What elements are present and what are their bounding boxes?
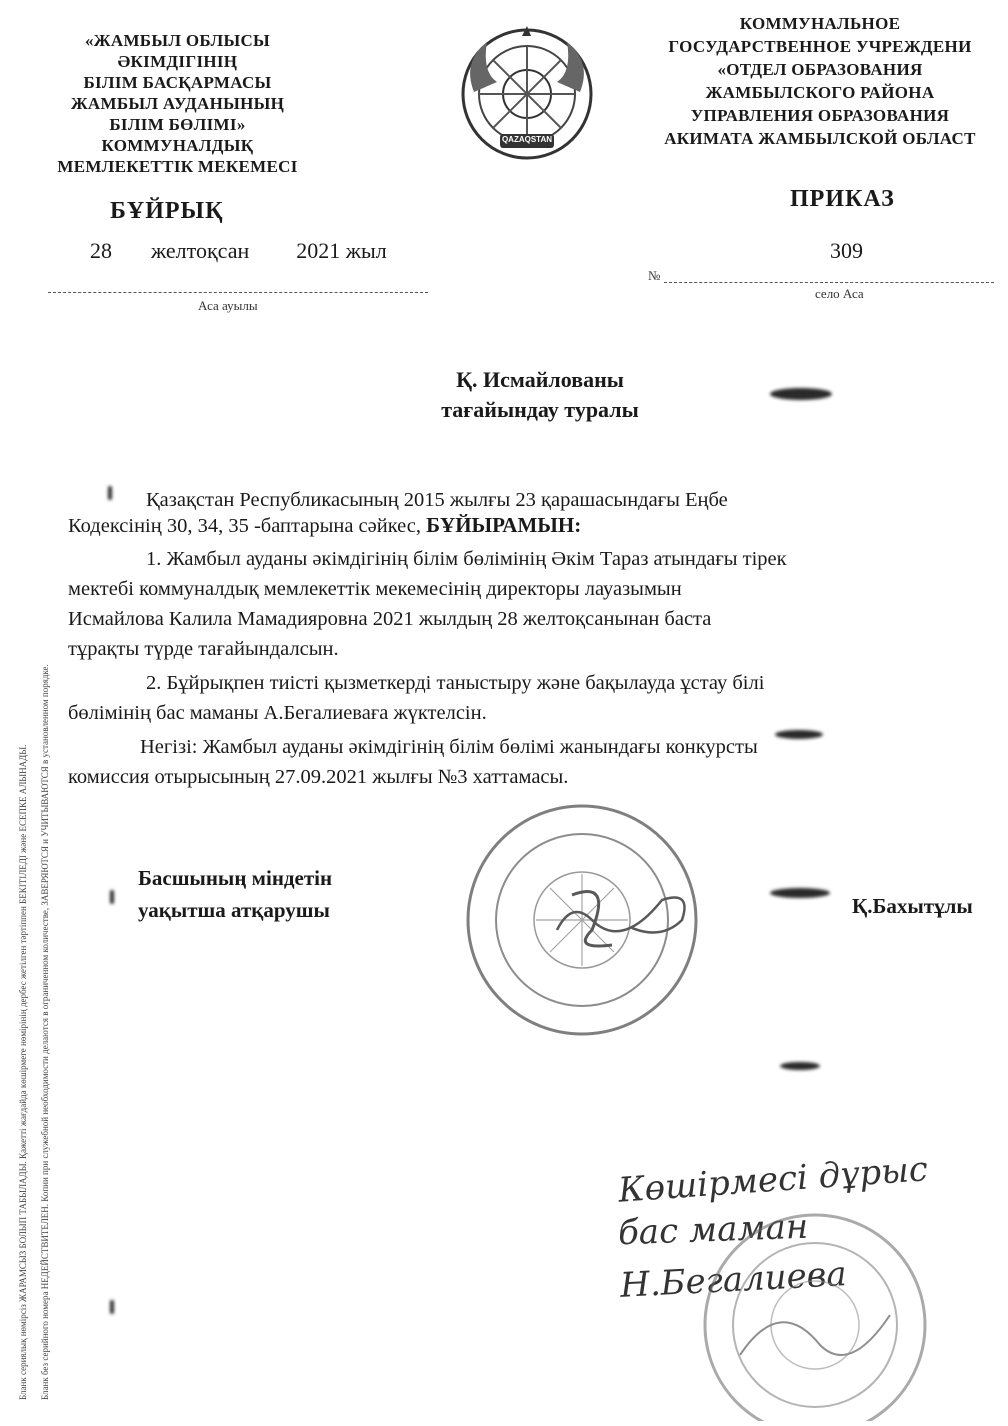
- date-year: 2021: [296, 238, 341, 263]
- order-keyword: БҰЙЫРАМЫН:: [426, 513, 582, 537]
- header-kz-line: КОММУНАЛДЫҚ: [101, 136, 254, 155]
- header-ru-line: ГОСУДАРСТВЕННОЕ УЧРЕЖДЕНИ: [668, 37, 972, 56]
- date-kz: [90, 238, 387, 264]
- signatory-name: Қ.Бахытұлы: [852, 894, 973, 918]
- header-ru-line: ЖАМБЫЛСКОГО РАЙОНА: [705, 83, 935, 102]
- preamble-line: Қазақстан Республикасының 2015 жылғы 23 қарашасындағы Еңбе: [146, 489, 728, 511]
- certification-seal-icon: [700, 1205, 930, 1421]
- item-1-line: 1. Жамбыл ауданы әкімдігінің білім бөлімінің Әкім Тараз атындағы тірек: [146, 548, 787, 570]
- header-kz-line: «ЖАМБЫЛ ОБЛЫСЫ: [84, 31, 271, 50]
- order-title: [390, 365, 690, 425]
- role-line-2: уақытша атқарушы: [138, 898, 330, 922]
- certification-line-2: бас маман: [617, 1206, 809, 1254]
- header-kz-line: ЖАМБЫЛ АУДАНЫНЫҢ: [70, 94, 285, 113]
- header-kz-line: БІЛІМ БӨЛІМІ»: [109, 115, 246, 134]
- place-kz: Аса ауылы: [198, 298, 258, 313]
- scan-mark: [110, 890, 114, 904]
- basis-line: Негізі: Жамбыл ауданы әкімдігінің білім бөлімі жанындағы конкурсты: [140, 736, 758, 758]
- preamble-text: Кодексінің 30, 34, 35 -баптарына сәйкес,: [68, 515, 422, 537]
- role-line-1: Басшының міндетін: [138, 866, 333, 890]
- header-ru-line: УПРАВЛЕНИЯ ОБРАЗОВАНИЯ: [690, 106, 950, 125]
- scan-mark: [108, 486, 112, 500]
- title-line-1: Қ. Исмайлованы: [456, 367, 624, 392]
- date-month: желтоқсан: [151, 238, 250, 263]
- blank-notice-sidebar: [18, 420, 58, 1420]
- date-day: 28: [90, 238, 112, 263]
- item-2-line: бөлімінің бас маманы А.Бегалиевағa жүктелсін.: [68, 702, 487, 724]
- header-kz-line: ӘКІМДІГІНІҢ: [117, 52, 238, 71]
- state-emblem-icon: [452, 22, 602, 172]
- certification-line-3: Н.Бегалиева: [619, 1254, 848, 1306]
- divider-ru: [664, 282, 994, 283]
- title-line-2: тағайындау туралы: [441, 397, 639, 422]
- item-2-line: 2. Бұйрықпен тиісті қызметкерді таныстыру және бақылауда ұстау білі: [146, 672, 765, 694]
- place-ru: село Аса: [815, 286, 864, 301]
- order-number: 309: [830, 238, 863, 263]
- number-label: №: [648, 268, 661, 283]
- scan-mark: [770, 388, 832, 400]
- basis-line: комиссия отырысының 27.09.2021 жылғы №3 хаттамасы.: [68, 766, 569, 788]
- scan-mark: [780, 1062, 820, 1070]
- scan-mark: [775, 730, 823, 739]
- doc-type-ru: ПРИКАЗ: [790, 186, 895, 212]
- order-body: [68, 488, 998, 790]
- certification-line-1: Көшірмесі дұрыс: [616, 1149, 930, 1211]
- header-ru-line: АКИМАТА ЖАМБЫЛСКОЙ ОБЛАСТ: [664, 129, 976, 148]
- date-suffix: жыл: [345, 238, 387, 263]
- header-kz-line: БІЛІМ БАСҚАРМАСЫ: [83, 73, 272, 92]
- emblem-label: QAZAQSTAN: [501, 135, 553, 144]
- scan-mark: [770, 888, 830, 898]
- header-ru: [640, 12, 1000, 150]
- item-1-line: тұрақты түрде тағайындалсын.: [68, 638, 339, 660]
- item-1-line: мектебі коммуналдық мемлекеттік мекемесінің директоры лауазымын: [68, 578, 682, 600]
- signatory-role: [138, 862, 332, 926]
- header-ru-line: КОММУНАЛЬНОЕ: [739, 14, 901, 33]
- preamble-line: [68, 513, 998, 539]
- scan-mark: [110, 1300, 114, 1314]
- divider-kz: [48, 292, 428, 293]
- header-ru-line: «ОТДЕЛ ОБРАЗОВАНИЯ: [717, 60, 923, 79]
- doc-type-kz: БҰЙРЫҚ: [110, 198, 224, 224]
- sidebar-line-2: Бланк без серийного номера НЕДЕЙСТВИТЕЛЕН. Копии при служебной необходимости делаются в ограниченном количестве, ЗАВЕРЯЮТСЯ и УЧИТЫВАЮТСЯ в установленном порядке.: [40, 664, 50, 1400]
- sidebar-line-1: Бланк сериялық нөмірсіз ЖАРАМСЫЗ БОЛЫП ТАБЫЛАДЫ. Қажетті жағдайда көшірмеге нөмірінің дербес жетілген тәртіппен БЕКІТІЛЕДІ және ЕСЕПКЕ АЛЫНАДЫ.: [18, 744, 28, 1400]
- official-seal-icon: [462, 800, 702, 1040]
- header-kz-line: МЕМЛЕКЕТТІК МЕКЕМЕСІ: [57, 157, 298, 176]
- item-1-line: Исмайлова Калила Мамадияровна 2021 жылдың 28 желтоқсанынан баста: [68, 608, 712, 630]
- header-kz: [40, 30, 315, 177]
